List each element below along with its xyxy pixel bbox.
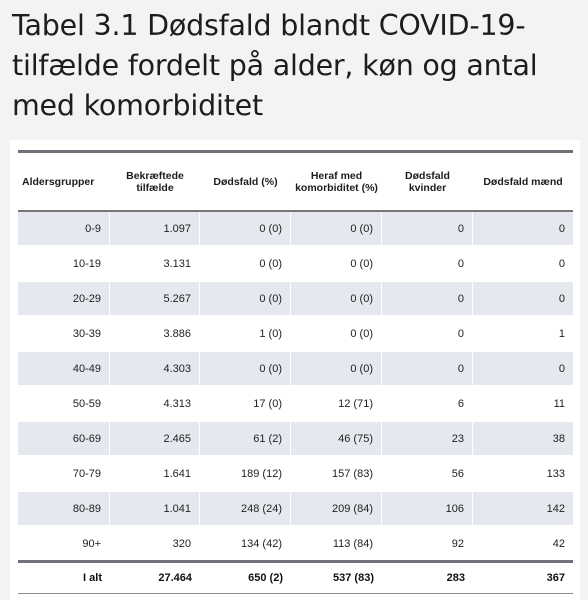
table-cell: 10-19 xyxy=(18,245,110,280)
table-cell: 189 (12) xyxy=(200,455,291,490)
table-header xyxy=(18,153,573,212)
table-cell: 0 (0) xyxy=(200,280,291,315)
table-cell: 80-89 xyxy=(18,490,110,525)
table-cell: 11 xyxy=(473,385,573,420)
data-table xyxy=(18,150,573,594)
table-row xyxy=(18,455,573,490)
column-header: Bekræftede tilfælde xyxy=(110,153,200,212)
table-cell: 1 (0) xyxy=(200,315,291,350)
table-cell: 38 xyxy=(473,420,573,455)
table-row xyxy=(18,525,573,560)
table-cell: 0 (0) xyxy=(291,350,382,385)
table-body xyxy=(18,212,573,560)
table-cell: 90+ xyxy=(18,525,110,560)
table-cell: 1 xyxy=(473,315,573,350)
table-cell: 0-9 xyxy=(18,212,110,245)
table-cell: 5.267 xyxy=(110,280,200,315)
page-title: Tabel 3.1 Dødsfald blandt COVID-19-tilfælde fordelt på alder, køn og antal med komorbiditet xyxy=(12,9,538,122)
table-cell: 0 xyxy=(382,212,473,245)
table-cell: 61 (2) xyxy=(200,420,291,455)
table-cell: 27.464 xyxy=(110,560,200,594)
table-cell: 106 xyxy=(382,490,473,525)
table-row xyxy=(18,212,573,245)
table-cell: 248 (24) xyxy=(200,490,291,525)
table-cell: 12 (71) xyxy=(291,385,382,420)
table-cell: 2.465 xyxy=(110,420,200,455)
table-cell: 0 (0) xyxy=(291,280,382,315)
table-row xyxy=(18,245,573,280)
table-row xyxy=(18,350,573,385)
table-cell: 0 (0) xyxy=(291,245,382,280)
table-row xyxy=(18,280,573,315)
table-cell: 92 xyxy=(382,525,473,560)
table-cell: 0 xyxy=(382,315,473,350)
table-cell: 1.041 xyxy=(110,490,200,525)
table-cell: 4.303 xyxy=(110,350,200,385)
table-row xyxy=(18,490,573,525)
table-card xyxy=(10,140,580,600)
table-cell: 0 xyxy=(473,245,573,280)
table-cell: 0 (0) xyxy=(200,350,291,385)
table-cell: 134 (42) xyxy=(200,525,291,560)
table-cell: 6 xyxy=(382,385,473,420)
table-cell: I alt xyxy=(18,560,110,594)
table-cell: 0 xyxy=(473,280,573,315)
table-cell: 3.131 xyxy=(110,245,200,280)
table-cell: 0 xyxy=(473,212,573,245)
table-cell: 56 xyxy=(382,455,473,490)
table-cell: 367 xyxy=(473,560,573,594)
table-cell: 46 (75) xyxy=(291,420,382,455)
table-cell: 20-29 xyxy=(18,280,110,315)
table-cell: 0 xyxy=(473,350,573,385)
table-cell: 0 (0) xyxy=(291,212,382,245)
table-cell: 23 xyxy=(382,420,473,455)
table-cell: 4.313 xyxy=(110,385,200,420)
table-cell: 0 (0) xyxy=(200,245,291,280)
table-cell: 320 xyxy=(110,525,200,560)
table-cell: 209 (84) xyxy=(291,490,382,525)
table-row xyxy=(18,385,573,420)
total-row xyxy=(18,560,573,594)
table-cell: 1.641 xyxy=(110,455,200,490)
table-cell: 0 (0) xyxy=(200,212,291,245)
table-cell: 142 xyxy=(473,490,573,525)
column-header: Heraf med komorbiditet (%) xyxy=(291,153,382,212)
table-cell: 50-59 xyxy=(18,385,110,420)
table-cell: 537 (83) xyxy=(291,560,382,594)
table-cell: 0 xyxy=(382,245,473,280)
column-header: Dødsfald mænd xyxy=(473,153,573,212)
column-header: Aldersgrupper xyxy=(18,153,110,212)
table-cell: 113 (84) xyxy=(291,525,382,560)
table-cell: 70-79 xyxy=(18,455,110,490)
table-cell: 40-49 xyxy=(18,350,110,385)
table-cell: 1.097 xyxy=(110,212,200,245)
table-cell: 0 xyxy=(382,350,473,385)
table-cell: 283 xyxy=(382,560,473,594)
column-header: Dødsfald (%) xyxy=(200,153,291,212)
table-row xyxy=(18,315,573,350)
table-cell: 17 (0) xyxy=(200,385,291,420)
table-cell: 3.886 xyxy=(110,315,200,350)
table-footer xyxy=(18,560,573,594)
column-header: Dødsfald kvinder xyxy=(382,153,473,212)
table-cell: 42 xyxy=(473,525,573,560)
table-cell: 650 (2) xyxy=(200,560,291,594)
table-row xyxy=(18,420,573,455)
table-cell: 30-39 xyxy=(18,315,110,350)
table-cell: 0 (0) xyxy=(291,315,382,350)
table-cell: 157 (83) xyxy=(291,455,382,490)
table-cell: 133 xyxy=(473,455,573,490)
table-cell: 0 xyxy=(382,280,473,315)
table-cell: 60-69 xyxy=(18,420,110,455)
